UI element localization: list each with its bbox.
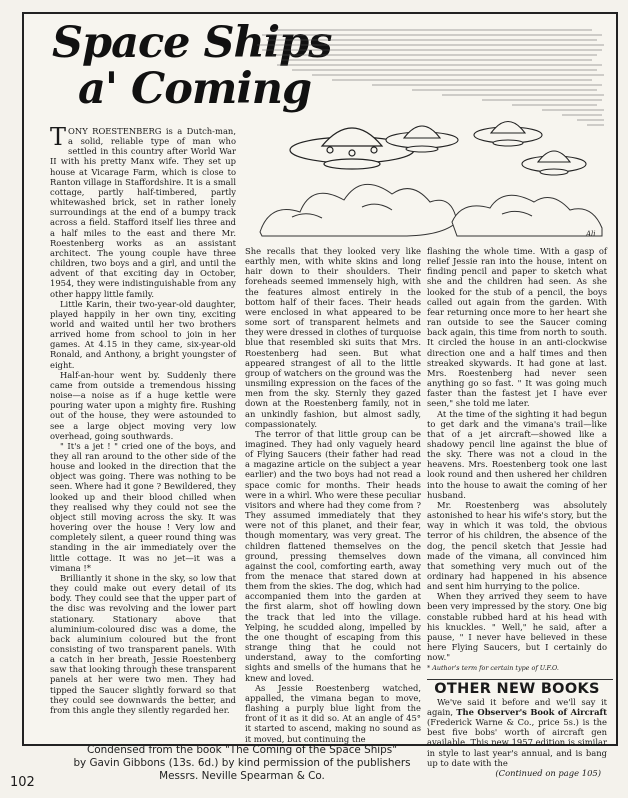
drop-cap: T [50, 123, 67, 151]
sky-hatching [257, 30, 604, 125]
paragraph: Brilliantly it shone in the sky, so low that they could make out every detail of its body. They could see that the upper part of the disc was revolving and the lower part stationary. Stationary above that aluminium-coloured disc was a dome, the back aluminium coloured but the front consisting of two transparent panels. With a catch in her breath, Jessie Roestenberg saw that looking through these transparent panels at her were two men. They had tipped the Saucer slightly forward so that they could see downwards the better, and from this angle they silently regarded her. [50, 572, 236, 715]
paragraph: " It's a jet ! " cried one of the boys, and they all ran around to the other side of the house and looked in the direction that the object was going. There was nothing to be seen. Where had it gone ? Bewildered, they looked up and their blood chilled when they realised why they could not see the object still moving across the sky. It was hovering over the house ! Very low and completely silent, a queer round thing was standing in the air immediately over the little cottage. It was no jet—it was a vimana !* [50, 440, 236, 573]
source-caption: Condensed from the book "The Coming of the Space Ships" by Gavin Gibbons (13s. 6d.) by kind permission of the publishers Messrs. Neville Spearman & Co. [73, 744, 411, 782]
clouds [260, 184, 602, 236]
paragraph: She recalls that they looked very like earthly men, with white skins and long hair down to their shoulders. Their foreheads seemed immensely high, with the features almost entirely in the bottom half of their faces. Their heads were enclosed in what appeared to be some sort of transparent helmets and they were dressed in clothes of turquoise blue that resembled ski suits that Mrs. Roestenberg had seen. But what appeared strangest of all to the little group of watchers on the ground was the unsmiling expression on the faces of the men from the sky. Sternly they gazed down at the Roestenberg family, not in an unkindly fashion, but almost sadly, compassionately. [245, 246, 421, 429]
book-title: The Observer's Book of Aircraft [456, 706, 607, 717]
paragraph: Half-an-hour went by. Suddenly there came from outside a tremendous hissing noise—a noise as if a huge kettle were pouring water upon a mighty fire. Rushing out of the house, they were astounded to see a large object moving very low overhead, going southwards. [50, 369, 236, 441]
paragraph: The terror of that little group can be imagined. They had only vaguely heard of Flying Saucers (their father had read a magazine article on the subject a year earlier) and the two boys had not read a space comic for months. Their heads were in a whirl. Who were these peculiar visitors and where had they come from ? They assumed immediately that they were not of this planet, and their fear, though momentary, was very great. The children flattened themselves on the ground, pressing themselves down against the cool, comforting earth, away from the menace that stared down at them from the skies. The dog, which had accompanied them into the garden at the first alarm, shot off howling down the track that led into the village. Yelping, he scudded along, impelled by the one thought of escaping from this strange thing that he could not understand, away to the comforting sights and smells of the humans that he knew and loved. [245, 428, 421, 683]
illustrator-signature: Ali [586, 230, 596, 238]
flying-saucers-illustration [252, 22, 609, 244]
article-title-line2: a' Coming [78, 64, 312, 114]
text-column-1 [50, 123, 236, 715]
footnote: * Author's term for certain type of U.F.O. [427, 664, 559, 673]
other-new-books-heading: OTHER NEW BOOKS [434, 680, 600, 697]
book-review-paragraph: We've said it before and we'll say it again, The Observer's Book of Aircraft (Frederick Warne & Co., price 5s.) is the best five bobs' worth of aircraft gen available. This new 1957 edition is similar in style to last year's annual, and is bang up to date with the [427, 696, 607, 768]
paragraph: At the time of the sighting it had begun to get dark and the vimana's trail—like that of a jet aircraft—showed like a shadowy pencil line against the blue of the sky. There was not a cloud in the heavens. Mrs. Roestenberg took one last look round and then ushered her children into the house to await the coming of her husband. [427, 408, 607, 500]
text-column-3 [427, 246, 607, 778]
article-title-line1: Space Ships [52, 18, 332, 68]
paragraph: When they arrived they seem to have been very impressed by the story. One big constable rubbed hard at his head with his knuckles. " Well," he said, after a pause, " I never have believed in these here Flying Saucers, but I certainly do now." [427, 591, 607, 663]
paragraph: TONY ROESTENBERG is a Dutch-man, a solid, reliable type of man who settled in this country after World War II with his pretty Manx wife. They set up house at Vicarage Farm, which is close to Ranton village in Staffordshire. It is a small cottage, partly half-timbered, partly whitewashed brick, set in rather lonely surroundings at the end of a bumpy track across a field. Stafford itself lies three and a half miles to the east and there Mr. Roestenberg works as an assistant architect. The young couple have three children, two boys and a girl, and until the advent of that exciting day in October, 1954, they were indistinguishable from any other happy little family. [50, 123, 236, 299]
section-divider [427, 679, 613, 680]
saucer-right-lower [522, 151, 586, 175]
text-column-2 [245, 246, 421, 744]
paragraph: Mr. Roestenberg was absolutely astonished to hear his wife's story, but the way in which it was told, the obvious terror of his children, the absence of the dog, the pencil sketch that Jessie had made of the vimana, all convinced him that something very much out of the ordinary had happened in his absence and sent him hurrying to the police. [427, 499, 607, 592]
paragraph: flashing the whole time. With a gasp of relief Jessie ran into the house, intent on finding pencil and paper to sketch what she and the children had seen. As she looked for the stub of a pencil, the boys called out again from the garden. With fear returning once more to her heart she ran outside to see the Saucer coming back again, this time from north to south. It circled the house in an anti-clockwise direction one and a half times and then streaked skywards. It had gone at last. Mrs. Roestenberg had never seen anything go so fast. " It was going much faster than the fastest jet I have ever seen," she told me later. [427, 246, 607, 409]
paragraph: As Jessie Roestenberg watched, appalled, the vimana began to move, flashing a purply blue light from the front of it as it did so. At an angle of 45° it started to ascend, making no sound as it moved, but continuing the [245, 682, 421, 744]
paragraph: Little Karin, their two-year-old daughter, played happily in her own tiny, exciting world and waited until her two brothers arrived home from school to join in her games. At 4.15 in they came, six-year-old Ronald, and Anthony, a bright youngster of eight. [50, 298, 236, 370]
continued-note: (Continued on page 105) [495, 767, 601, 778]
page-number: 102 [10, 775, 35, 790]
saucer-right-upper [474, 122, 542, 147]
